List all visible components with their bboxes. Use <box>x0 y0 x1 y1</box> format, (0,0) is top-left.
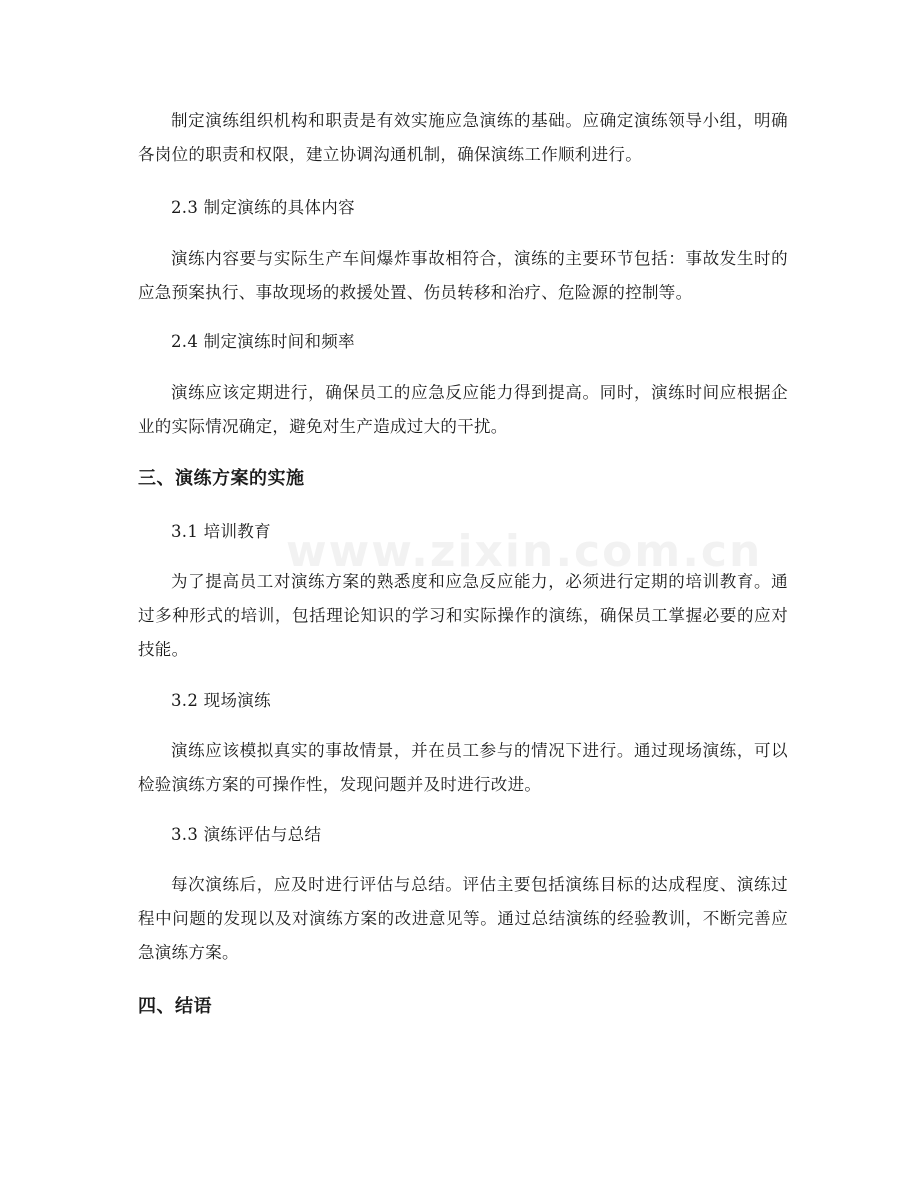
section-heading-text: 四、结语 <box>138 996 212 1017</box>
section-heading-4 <box>138 994 788 1020</box>
subheading-3-1 <box>138 520 788 544</box>
paragraph-drill-frequency <box>138 376 788 444</box>
paragraph-text: 制定演练组织机构和职责是有效实施应急演练的基础。应确定演练领导小组，明确各岗位的职责和权限，建立协调沟通机制，确保演练工作顺利进行。 <box>138 111 788 164</box>
paragraph-text: 演练应该定期进行，确保员工的应急反应能力得到提高。同时，演练时间应根据企业的实际情况确定，避免对生产造成过大的干扰。 <box>138 383 788 436</box>
paragraph-field-drill <box>138 734 788 802</box>
subheading-3-2 <box>138 689 788 713</box>
subheading-text: 3.1 培训教育 <box>171 522 271 541</box>
subheading-2-3 <box>138 196 788 220</box>
paragraph-text: 演练内容要与实际生产车间爆炸事故相符合，演练的主要环节包括：事故发生时的应急预案执行、事故现场的救援处置、伤员转移和治疗、危险源的控制等。 <box>138 249 788 302</box>
paragraph-text: 每次演练后，应及时进行评估与总结。评估主要包括演练目标的达成程度、演练过程中问题的发现以及对演练方案的改进意见等。通过总结演练的经验教训，不断完善应急演练方案。 <box>138 875 788 962</box>
paragraph-organization <box>138 104 788 172</box>
subheading-text: 2.4 制定演练时间和频率 <box>171 332 355 351</box>
subheading-text: 3.2 现场演练 <box>171 691 271 710</box>
subheading-2-4 <box>138 330 788 354</box>
paragraph-text: 为了提高员工对演练方案的熟悉度和应急反应能力，必须进行定期的培训教育。通过多种形式的培训，包括理论知识的学习和实际操作的演练，确保员工掌握必要的应对技能。 <box>138 572 788 659</box>
section-heading-3 <box>138 466 788 492</box>
subheading-text: 2.3 制定演练的具体内容 <box>171 198 355 217</box>
watermark-text: www.zixin.com.cn <box>286 526 763 577</box>
subheading-3-3 <box>138 823 788 847</box>
paragraph-text: 演练应该模拟真实的事故情景，并在员工参与的情况下进行。通过现场演练，可以检验演练方案的可操作性，发现问题并及时进行改进。 <box>138 741 788 794</box>
paragraph-evaluation <box>138 868 788 970</box>
paragraph-training <box>138 565 788 667</box>
paragraph-drill-content <box>138 242 788 310</box>
section-heading-text: 三、演练方案的实施 <box>138 468 305 489</box>
subheading-text: 3.3 演练评估与总结 <box>171 825 322 844</box>
